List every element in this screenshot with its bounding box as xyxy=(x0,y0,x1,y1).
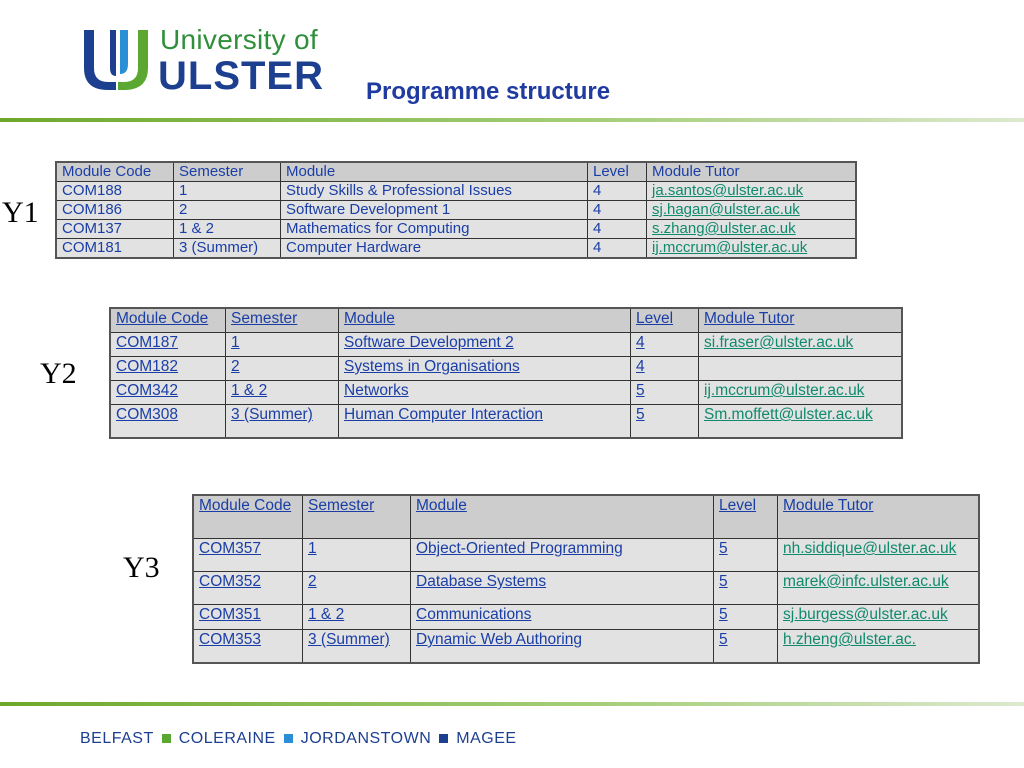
tutor-email-link[interactable]: nh.siddique@ulster.ac.uk xyxy=(778,539,980,572)
module-link[interactable]: Dynamic Web Authoring xyxy=(411,630,714,664)
level-cell: 4 xyxy=(588,239,647,259)
table-row xyxy=(193,630,979,664)
column-header-module-code[interactable]: Module Code xyxy=(193,495,303,539)
module-code-link[interactable]: COM352 xyxy=(193,572,303,605)
year2-module-table xyxy=(109,307,903,439)
level-link[interactable]: 5 xyxy=(714,539,778,572)
column-header-semester: Semester xyxy=(174,162,281,182)
level-link[interactable]: 5 xyxy=(714,630,778,664)
column-header-semester[interactable]: Semester xyxy=(303,495,411,539)
semester-cell: 1 & 2 xyxy=(174,220,281,239)
year3-module-table xyxy=(192,494,980,664)
tutor-email-link[interactable]: si.fraser@ulster.ac.uk xyxy=(699,333,903,357)
campus-magee: MAGEE xyxy=(456,730,517,747)
semester-link[interactable]: 3 (Summer) xyxy=(303,630,411,664)
table-row xyxy=(56,201,856,220)
table-row xyxy=(56,239,856,259)
column-header-module-tutor[interactable]: Module Tutor xyxy=(778,495,980,539)
table-row xyxy=(193,605,979,630)
table-header-row xyxy=(56,162,856,182)
table-row xyxy=(110,405,902,439)
campus-jordanstown: JORDANSTOWN xyxy=(300,730,432,747)
level-link[interactable]: 5 xyxy=(714,572,778,605)
campus-belfast: BELFAST xyxy=(80,730,154,747)
year-label-y3: Y3 xyxy=(123,551,160,584)
table-row xyxy=(56,182,856,201)
table-row xyxy=(110,381,902,405)
tutor-email-link xyxy=(699,357,903,381)
square-bullet-icon xyxy=(439,734,448,743)
level-link[interactable]: 5 xyxy=(631,381,699,405)
university-logo xyxy=(80,24,324,98)
table-row xyxy=(193,572,979,605)
column-header-semester[interactable]: Semester xyxy=(226,308,339,333)
module-code-cell: COM188 xyxy=(56,182,174,201)
column-header-module-code[interactable]: Module Code xyxy=(110,308,226,333)
tutor-email-link[interactable]: ij.mccrum@ulster.ac.uk xyxy=(699,381,903,405)
page-title: Programme structure xyxy=(366,78,611,105)
column-header-module-tutor[interactable]: Module Tutor xyxy=(699,308,903,333)
module-cell: Study Skills & Professional Issues xyxy=(281,182,588,201)
module-code-cell: COM137 xyxy=(56,220,174,239)
column-header-module[interactable]: Module xyxy=(339,308,631,333)
campus-footer xyxy=(80,730,517,748)
square-bullet-icon xyxy=(284,734,293,743)
module-link[interactable]: Object-Oriented Programming xyxy=(411,539,714,572)
semester-link[interactable]: 1 & 2 xyxy=(303,605,411,630)
module-cell: Mathematics for Computing xyxy=(281,220,588,239)
ulster-emblem-icon xyxy=(80,24,152,96)
level-link[interactable]: 4 xyxy=(631,333,699,357)
level-link[interactable]: 5 xyxy=(631,405,699,439)
level-link[interactable]: 4 xyxy=(631,357,699,381)
semester-link[interactable]: 1 xyxy=(226,333,339,357)
column-header-level[interactable]: Level xyxy=(631,308,699,333)
table-header-row xyxy=(193,495,979,539)
logo-text-ulster: ULSTER xyxy=(158,54,324,98)
module-link[interactable]: Database Systems xyxy=(411,572,714,605)
header-divider xyxy=(0,118,1024,122)
level-link[interactable]: 5 xyxy=(714,605,778,630)
tutor-email-link[interactable]: ja.santos@ulster.ac.uk xyxy=(647,182,857,201)
column-header-level: Level xyxy=(588,162,647,182)
module-code-link[interactable]: COM351 xyxy=(193,605,303,630)
module-code-link[interactable]: COM353 xyxy=(193,630,303,664)
module-cell: Software Development 1 xyxy=(281,201,588,220)
tutor-email-link[interactable]: sj.hagan@ulster.ac.uk xyxy=(647,201,857,220)
tutor-email-link[interactable]: h.zheng@ulster.ac. xyxy=(778,630,980,664)
column-header-level[interactable]: Level xyxy=(714,495,778,539)
year1-module-table xyxy=(55,161,857,259)
tutor-email-link[interactable]: Sm.moffett@ulster.ac.uk xyxy=(699,405,903,439)
semester-link[interactable]: 1 xyxy=(303,539,411,572)
semester-link[interactable]: 2 xyxy=(226,357,339,381)
column-header-module-code: Module Code xyxy=(56,162,174,182)
module-link[interactable]: Software Development 2 xyxy=(339,333,631,357)
semester-cell: 1 xyxy=(174,182,281,201)
module-cell: Computer Hardware xyxy=(281,239,588,259)
year-label-y1: Y1 xyxy=(2,196,39,229)
module-code-link[interactable]: COM308 xyxy=(110,405,226,439)
level-cell: 4 xyxy=(588,182,647,201)
tutor-email-link[interactable]: sj.burgess@ulster.ac.uk xyxy=(778,605,980,630)
module-code-cell: COM186 xyxy=(56,201,174,220)
footer-divider xyxy=(0,702,1024,706)
semester-link[interactable]: 3 (Summer) xyxy=(226,405,339,439)
level-cell: 4 xyxy=(588,220,647,239)
column-header-module: Module xyxy=(281,162,588,182)
module-code-link[interactable]: COM342 xyxy=(110,381,226,405)
logo-text-university-of: University of xyxy=(160,24,318,55)
semester-cell: 3 (Summer) xyxy=(174,239,281,259)
square-bullet-icon xyxy=(162,734,171,743)
column-header-module-tutor: Module Tutor xyxy=(647,162,857,182)
tutor-email-link[interactable]: marek@infc.ulster.ac.uk xyxy=(778,572,980,605)
module-code-link[interactable]: COM187 xyxy=(110,333,226,357)
module-link[interactable]: Human Computer Interaction xyxy=(339,405,631,439)
semester-link[interactable]: 2 xyxy=(303,572,411,605)
year-label-y2: Y2 xyxy=(40,357,77,390)
tutor-email-link[interactable]: ij.mccrum@ulster.ac.uk xyxy=(647,239,857,259)
level-cell: 4 xyxy=(588,201,647,220)
table-row xyxy=(193,539,979,572)
campus-coleraine: COLERAINE xyxy=(178,730,276,747)
module-link[interactable]: Systems in Organisations xyxy=(339,357,631,381)
table-row xyxy=(110,357,902,381)
module-code-cell: COM181 xyxy=(56,239,174,259)
table-row xyxy=(110,333,902,357)
tutor-email-link[interactable]: s.zhang@ulster.ac.uk xyxy=(647,220,857,239)
table-row xyxy=(56,220,856,239)
semester-link[interactable]: 1 & 2 xyxy=(226,381,339,405)
semester-cell: 2 xyxy=(174,201,281,220)
module-link[interactable]: Communications xyxy=(411,605,714,630)
table-header-row xyxy=(110,308,902,333)
module-code-link[interactable]: COM357 xyxy=(193,539,303,572)
column-header-module[interactable]: Module xyxy=(411,495,714,539)
module-link[interactable]: Networks xyxy=(339,381,631,405)
module-code-link[interactable]: COM182 xyxy=(110,357,226,381)
